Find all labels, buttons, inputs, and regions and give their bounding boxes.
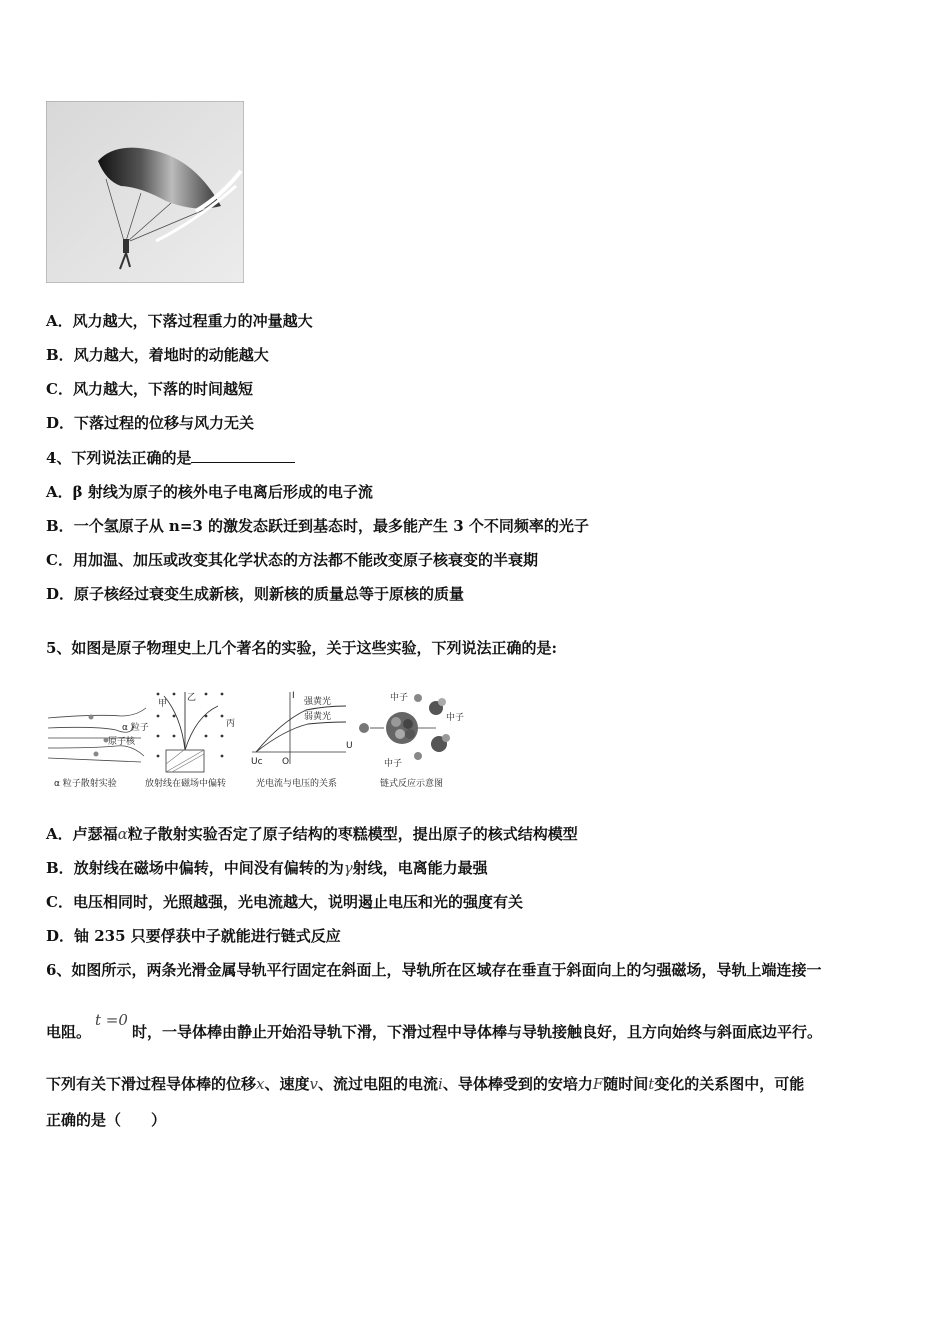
caption-1: α 粒子散射实验: [54, 779, 117, 789]
neutron-label-right: 中子: [446, 713, 465, 723]
q6-line-4: 正确的是（ ）: [46, 1111, 167, 1129]
q3-option-d: D．下落过程的位移与风力无关: [46, 414, 255, 432]
u-axis-label: U: [346, 741, 353, 751]
q5-figure: [46, 686, 476, 792]
yi-label: 乙: [187, 693, 197, 703]
q4-option-a: A．β 射线为原子的核外电子电离后形成的电子流: [46, 483, 373, 501]
origin-label: O: [282, 757, 290, 767]
q5-stem: 5、如图是原子物理史上几个著名的实验，关于这些实验，下列说法正确的是:: [46, 639, 557, 657]
uc-label: Uc: [251, 757, 263, 767]
q5-option-b: B．放射线在磁场中偏转，中间没有偏转的为γ射线，电离能力最强: [46, 859, 488, 877]
jia-label: 甲: [158, 699, 168, 709]
q4-option-b: B．一个氢原子从 n=3 的激发态跃迁到基态时，最多能产生 3 个不同频率的光子: [46, 517, 589, 535]
i-axis-label: I: [292, 691, 295, 701]
alpha-scattering-panel: [48, 708, 149, 789]
q5-option-a: A．卢瑟福α粒子散射实验否定了原子结构的枣糕模型，提出原子的核式结构模型: [46, 825, 578, 843]
parachute-photo: [46, 101, 244, 283]
q6-line-2: 电阻。t =0时，一导体棒由静止开始沿导轨下滑，下滑过程中导体棒与导轨接触良好，且方向始终与斜面底边平行。: [46, 1011, 822, 1041]
q4-option-c: C．用加温、加压或改变其化学状态的方法都不能改变原子核衰变的半衰期: [46, 551, 538, 569]
strong-light-label: 强黄光: [304, 697, 332, 707]
caption-4: 链式反应示意图: [380, 779, 444, 789]
q5-option-d: D．铀 235 只要俘获中子就能进行链式反应: [46, 927, 341, 945]
alpha-label: α 粒子: [122, 723, 149, 733]
q3-option-b: B．风力越大，着地时的动能越大: [46, 346, 269, 364]
weak-light-label: 弱黄光: [304, 712, 332, 722]
t0-formula: t =0: [95, 1011, 128, 1029]
parachute-figure: [46, 101, 244, 283]
q5-option-c: C．电压相同时，光照越强，光电流越大，说明遏止电压和光的强度有关: [46, 893, 523, 911]
neutron-label-bottom: 中子: [384, 759, 403, 769]
q6-line-3: 下列有关下滑过程导体棒的位移x、速度v、流过电阻的电流i、导体棒受到的安培力F随时间t变化的关系图中，可能: [46, 1075, 805, 1093]
nucleus-label: 原子核: [108, 737, 136, 747]
q3-option-a: A．风力越大，下落过程重力的冲量越大: [46, 312, 313, 330]
gamma-symbol: γ: [343, 859, 353, 877]
neutron-label-top: 中子: [390, 693, 409, 703]
radiation-panel: [145, 692, 235, 789]
caption-2: 放射线在磁场中偏转: [145, 779, 227, 789]
q4-option-d: D．原子核经过衰变生成新核，则新核的质量总等于原核的质量: [46, 585, 465, 603]
photocurrent-panel: [251, 691, 353, 789]
q4-stem: 4、下列说法正确的是: [46, 448, 295, 468]
q3-option-c: C．风力越大，下落的时间越短: [46, 380, 253, 398]
answer-blank: [191, 448, 295, 463]
chain-reaction-panel: [359, 691, 464, 789]
q6-line-1: 6、如图所示，两条光滑金属导轨平行固定在斜面上，导轨所在区域存在垂直于斜面向上的匀强磁场，导轨上端连接一: [46, 961, 822, 979]
alpha-symbol: α: [117, 825, 128, 843]
caption-3: 光电流与电压的关系: [256, 779, 338, 789]
bing-label: 丙: [226, 719, 236, 729]
